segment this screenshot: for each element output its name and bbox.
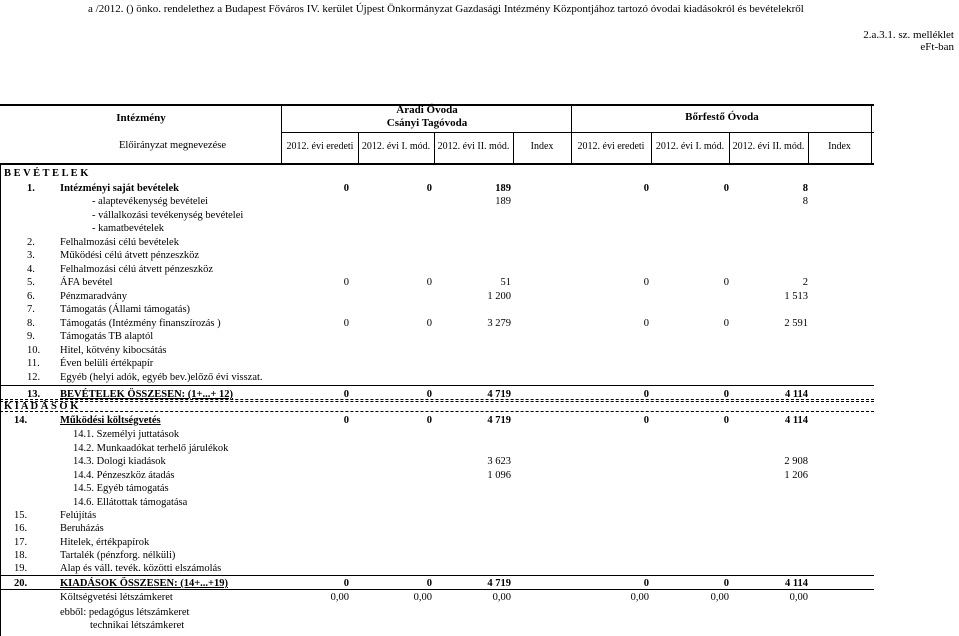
row-label: ebből: pedagógus létszámkeret <box>60 607 190 618</box>
table-row <box>0 209 874 222</box>
table-row <box>0 619 874 632</box>
row-value-6: 4 114 <box>784 415 808 426</box>
row-value-4: 0 <box>643 318 649 329</box>
row-value-5: 0 <box>723 415 729 426</box>
table-row <box>0 222 874 235</box>
unit-label: eFt-ban <box>920 41 954 53</box>
row-label: Hitel, kötvény kibocsátás <box>60 345 167 356</box>
table-row <box>0 344 874 357</box>
section-kiadasok: K I A D Á S O K <box>4 401 79 412</box>
row-label: Alap és váll. tevék. közötti elszámolás <box>60 563 222 574</box>
table-row <box>0 428 874 441</box>
row-value-4: 0 <box>643 578 649 589</box>
row-separator <box>0 385 874 386</box>
row-value-6: 8 <box>802 196 808 207</box>
table-row <box>0 509 874 522</box>
col-header-2: 2012. évi I. mód. <box>361 141 431 152</box>
table-row <box>0 522 874 535</box>
table-row <box>0 182 874 195</box>
institution-1-line2: Csányi Tagóvoda <box>386 117 468 129</box>
row-value-6: 4 114 <box>784 389 808 400</box>
row-number: 2. <box>27 237 35 248</box>
row-number: 19. <box>14 563 28 574</box>
row-value-5: 0 <box>723 389 729 400</box>
row-value-3: 0,00 <box>492 592 511 603</box>
institution-2-name: Bőrfestő Óvoda <box>685 111 759 123</box>
row-value-3: 4 719 <box>487 578 511 589</box>
row-value-1: 0 <box>343 389 349 400</box>
row-label: Egyéb (helyi adók, egyéb bev.)előző évi visszat. <box>60 372 263 383</box>
dashed-separator <box>0 399 874 400</box>
row-number: 14. <box>14 415 28 426</box>
table-row <box>0 249 874 262</box>
institution-1-name <box>282 104 572 130</box>
row-number: 4. <box>27 264 35 275</box>
row-value-3: 189 <box>495 183 511 194</box>
dashed-separator <box>0 401 874 402</box>
row-label: 14.1. Személyi juttatások <box>73 429 180 440</box>
row-value-1: 0 <box>343 183 349 194</box>
row-value-2: 0 <box>426 578 432 589</box>
estimate-label: Előirányzat megnevezése <box>119 140 226 151</box>
row-value-6: 1 206 <box>784 470 808 481</box>
institution-1-line1: Aradi Óvoda <box>396 104 458 116</box>
table-header <box>0 104 874 164</box>
table-row <box>0 482 874 495</box>
row-value-3: 1 096 <box>487 470 511 481</box>
row-label: Hitelek, értékpapírok <box>60 537 150 548</box>
row-label: 14.2. Munkaadókat terhelő járulékok <box>73 443 229 454</box>
table-row <box>0 455 874 468</box>
row-value-6: 0,00 <box>789 592 808 603</box>
row-value-2: 0 <box>426 415 432 426</box>
row-label: 14.5. Egyéb támogatás <box>73 483 169 494</box>
row-label: technikai létszámkeret <box>90 620 185 631</box>
col-header-8: Index <box>828 141 851 152</box>
table-row <box>0 357 874 370</box>
row-label: Költségvetési létszámkeret <box>60 592 173 603</box>
table-row <box>0 303 874 316</box>
row-value-1: 0 <box>343 415 349 426</box>
row-value-5: 0 <box>723 318 729 329</box>
row-value-3: 4 719 <box>487 415 511 426</box>
row-number: 7. <box>27 304 35 315</box>
annex-number: 2.a.3.1. sz. melléklet <box>863 29 954 41</box>
table-row <box>0 536 874 549</box>
table-row <box>0 591 874 604</box>
row-number: 11. <box>27 358 40 369</box>
row-label: Intézményi saját bevételek <box>60 183 179 194</box>
section-bevetelek: B E V É T E L E K <box>4 168 89 179</box>
table-row <box>0 195 874 208</box>
row-label: Éven belüli értékpapír <box>60 358 154 369</box>
row-label: Támogatás (Intézmény finanszírozás ) <box>60 318 221 329</box>
row-label: Tartalék (pénzforg. nélküli) <box>60 550 176 561</box>
row-value-6: 2 908 <box>784 456 808 467</box>
col-header-4: Index <box>530 141 554 152</box>
row-label: Felújítás <box>60 510 97 521</box>
row-value-6: 4 114 <box>784 578 808 589</box>
row-value-5: 0 <box>723 578 729 589</box>
table-row <box>0 290 874 303</box>
row-value-4: 0 <box>643 277 649 288</box>
document-title: a /2012. () önko. rendelethez a Budapest Főváros IV. kerület Újpest Önkormányzat Gazdasági Intézmény Központjához tartozó óvodai kiadásokról és bevételekről <box>88 3 804 15</box>
row-value-2: 0 <box>426 318 432 329</box>
table-row <box>0 496 874 509</box>
row-label: - alaptevékenység bevételei <box>92 196 209 207</box>
row-value-1: 0 <box>343 578 349 589</box>
col-header-6: 2012. évi I. mód. <box>655 141 725 152</box>
table-row <box>0 330 874 343</box>
row-number: 5. <box>27 277 35 288</box>
row-value-3: 3 623 <box>487 456 511 467</box>
row-value-2: 0 <box>426 389 432 400</box>
row-value-6: 1 513 <box>784 291 808 302</box>
row-value-3: 1 200 <box>487 291 511 302</box>
col-header-5: 2012. évi eredeti <box>577 141 645 152</box>
row-label: 14.4. Pénzeszköz átadás <box>73 470 175 481</box>
row-label: Felhalmozási célú átvett pénzeszköz <box>60 264 214 275</box>
row-value-4: 0 <box>643 415 649 426</box>
table-row <box>0 276 874 289</box>
row-value-1: 0 <box>343 277 349 288</box>
row-value-1: 0,00 <box>330 592 349 603</box>
row-value-5: 0 <box>723 277 729 288</box>
left-border <box>0 164 1 636</box>
row-value-4: 0 <box>643 183 649 194</box>
row-number: 18. <box>14 550 28 561</box>
row-separator <box>0 589 874 590</box>
row-number: 20. <box>14 578 28 589</box>
row-number: 10. <box>27 345 41 356</box>
row-label: Működési célú átvett pénzeszköz <box>60 250 200 261</box>
row-label: Beruházás <box>60 523 104 534</box>
table-row <box>0 371 874 384</box>
row-label: Támogatás (Állami támogatás) <box>60 304 191 315</box>
institution-label: Intézmény <box>116 112 166 124</box>
row-number: 17. <box>14 537 28 548</box>
row-label: Működési költségvetés <box>60 415 161 426</box>
row-label: Felhalmozási célú bevételek <box>60 237 179 248</box>
row-number: 9. <box>27 331 35 342</box>
row-number: 15. <box>14 510 28 521</box>
row-value-1: 0 <box>343 318 349 329</box>
table-row <box>0 263 874 276</box>
row-number: 6. <box>27 291 35 302</box>
row-value-5: 0 <box>723 183 729 194</box>
col-header-7: 2012. évi II. mód. <box>732 141 805 152</box>
table-row <box>0 236 874 249</box>
row-value-3: 4 719 <box>487 389 511 400</box>
row-label: 14.6. Ellátottak támogatása <box>73 497 188 508</box>
row-label: Pénzmaradvány <box>60 291 128 302</box>
row-value-4: 0,00 <box>630 592 649 603</box>
row-value-3: 3 279 <box>487 318 511 329</box>
row-value-5: 0,00 <box>710 592 729 603</box>
row-number: 1. <box>27 183 35 194</box>
row-number: 12. <box>27 372 41 383</box>
row-value-6: 2 591 <box>784 318 808 329</box>
annex-reference <box>863 29 954 53</box>
row-value-6: 8 <box>802 183 808 194</box>
row-label: BEVÉTELEK ÖSSZESEN: (1+...+ 12) <box>60 389 234 400</box>
table-row <box>0 562 874 575</box>
row-label: 14.3. Dologi kiadások <box>73 456 166 467</box>
row-value-2: 0 <box>426 277 432 288</box>
row-value-2: 0 <box>426 183 432 194</box>
row-value-6: 2 <box>802 277 808 288</box>
col-header-1: 2012. évi eredeti <box>286 141 354 152</box>
dashed-separator <box>0 411 874 412</box>
row-number: 8. <box>27 318 35 329</box>
table-row <box>0 469 874 482</box>
row-label: ÁFA bevétel <box>60 277 113 288</box>
row-number: 16. <box>14 523 28 534</box>
row-label: Támogatás TB alaptól <box>60 331 154 342</box>
row-number: 13. <box>27 389 41 400</box>
row-label: KIADÁSOK ÖSSZESEN: (14+...+19) <box>60 578 229 589</box>
row-value-3: 51 <box>500 277 511 288</box>
table-row <box>0 414 874 427</box>
row-value-4: 0 <box>643 389 649 400</box>
col-header-3: 2012. évi II. mód. <box>437 141 510 152</box>
table-row <box>0 317 874 330</box>
row-label: - vállalkozási tevékenység bevételei <box>92 210 244 221</box>
row-number: 3. <box>27 250 35 261</box>
table-row <box>0 442 874 455</box>
row-separator <box>0 575 874 576</box>
row-value-2: 0,00 <box>413 592 432 603</box>
table-row <box>0 606 874 619</box>
row-value-3: 189 <box>495 196 511 207</box>
table-row <box>0 549 874 562</box>
row-label: - kamatbevételek <box>92 223 165 234</box>
